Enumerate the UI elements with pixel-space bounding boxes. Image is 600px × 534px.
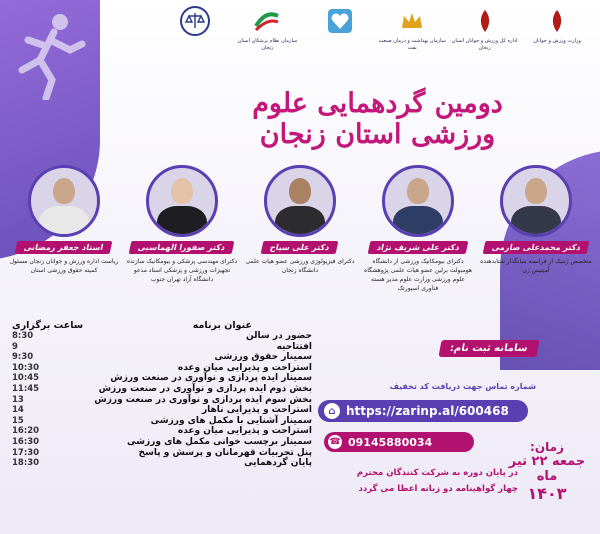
- program-time: 17:30: [12, 447, 40, 458]
- speakers-row: [8, 165, 592, 315]
- runner-icon: [10, 10, 90, 100]
- program-title: سمینار حقوق ورزشی: [214, 352, 312, 363]
- program-row: [12, 405, 312, 416]
- date-label: زمان:: [530, 440, 564, 454]
- title-header: عنوان برنامه: [192, 320, 252, 331]
- logo: [160, 6, 230, 38]
- program-title: استراحت و پذیرایی میان وعده: [177, 362, 312, 373]
- speaker-photo: [382, 165, 454, 237]
- logo: سازمان بهداشت و درمان صنعت نفت: [377, 6, 447, 52]
- phone-contact[interactable]: [324, 432, 474, 452]
- speaker-name: دکتر محمدعلی صارمی: [482, 241, 589, 254]
- speaker-card: [244, 165, 356, 315]
- program-time: 8:30: [12, 331, 34, 341]
- program-row: [12, 384, 312, 395]
- program-title: استراحت و پذیرایی میان وعده: [177, 426, 312, 437]
- program-time: 9: [12, 341, 18, 352]
- speaker-desc: دکترای مهندسی پزشکی و بیومکانیک سازنده تجهیزات ورزشی و پزشکی استاد مدعو دانشگاه آزاد تهران جنوب: [126, 258, 238, 283]
- speaker-card: [362, 165, 474, 315]
- speaker-photo: [264, 165, 336, 237]
- iran-emblem-icon: [470, 6, 500, 36]
- swoosh-logo-icon: [252, 6, 282, 36]
- speaker-name: دکتر علی شریف نژاد: [367, 241, 468, 254]
- certificate-note: در پایان دوره به شرکت کنندگان محترم چهار گواهینامه دو زبانه اعطا می گردد: [356, 468, 518, 494]
- program-title: حضور در سالن: [246, 331, 312, 341]
- program-row: [12, 458, 312, 469]
- program-title: سمینار برچسب خوانی مکمل های ورزشی: [127, 436, 312, 447]
- speaker-name: استاد جعفر رمضانی: [15, 241, 113, 254]
- scales-of-justice-icon: [180, 6, 210, 36]
- program-title: سمینار آشنایی با مکمل های ورزشی: [150, 415, 312, 426]
- program-time: 16:20: [12, 426, 40, 437]
- program-time: 10:30: [12, 362, 40, 373]
- program-time: 10:45: [12, 373, 40, 384]
- crown-logo-icon: [397, 6, 427, 36]
- speaker-desc: دکترای بیومکانیک ورزشی از دانشگاه هومبولت برلین عضو هیات علمی پژوهشگاه علوم ورزشی وزارت علوم مدیر هسته فناوری اسپورتک: [364, 258, 472, 292]
- program-row: [12, 363, 312, 374]
- speaker-name: دکتر علی سیاح: [261, 241, 339, 254]
- date-day: جمعه ۲۲ تیر ماه: [508, 454, 586, 484]
- speaker-desc: دکترای فیزیولوژی ورزشی عضو هیات علمی دانشگاه زنجان: [245, 258, 355, 274]
- speaker-photo: [146, 165, 218, 237]
- phone-number: 09145880034: [348, 435, 433, 449]
- event-date: [502, 440, 592, 525]
- logo: [305, 6, 375, 38]
- program-row: [12, 416, 312, 427]
- speaker-card: [126, 165, 238, 315]
- speaker-card: [8, 165, 120, 315]
- logo: سازمان نظام پزشکان استان زنجان: [232, 6, 302, 52]
- program-title: پنل تجربیات قهرمانان و پرسش و پاسخ: [138, 447, 312, 458]
- program-row: [12, 373, 312, 384]
- program-row: [12, 448, 312, 459]
- program-row: [12, 395, 312, 406]
- program-time: 13: [12, 394, 24, 405]
- program-time: 14: [12, 405, 24, 416]
- speaker-desc: ریاست اداره ورزش و جوانان زنجان مسئول کمیته حقوق ورزشی استان: [9, 258, 119, 274]
- program-row: [12, 342, 312, 353]
- program-time: 11:45: [12, 383, 40, 394]
- logo: وزارت ورزش و جوانان: [522, 6, 592, 45]
- program-title: سمینار ایده پردازی و نوآوری در صنعت ورزش: [110, 373, 312, 384]
- logo: اداره کل ورزش و جوانان استان زنجان: [450, 6, 520, 52]
- registration-url: https://zarinp.al/600468: [346, 404, 509, 418]
- program-title: پایان گردهمایی: [244, 458, 312, 469]
- program-row: [12, 352, 312, 363]
- program-time: 18:30: [12, 458, 40, 469]
- program-title: استراحت و پذیرایی ناهار: [202, 405, 312, 416]
- program-row: [12, 426, 312, 437]
- speaker-desc: متخصص ژنتیک از فرانسه بنیانگذار شتابدهنده آمیتیس ژن: [480, 258, 592, 274]
- speaker-card: [480, 165, 592, 315]
- speaker-photo: [28, 165, 100, 237]
- home-icon: ⌂: [324, 403, 340, 419]
- registration-label: سامانه ثبت نام:: [439, 340, 540, 357]
- program-time: 9:30: [12, 352, 34, 363]
- program-header: [12, 320, 312, 331]
- time-header: ساعت برگزاری: [12, 320, 84, 331]
- date-year: ۱۴۰۳: [527, 484, 567, 503]
- program-row: [12, 437, 312, 448]
- program-title: افتتاحیه: [276, 341, 312, 352]
- speaker-name: دکتر صفورا الهماسبی: [129, 241, 235, 254]
- heart-logo-icon: [325, 6, 355, 36]
- program-title: بخش سوم ایده پردازی و نوآوری در صنعت ورزش: [94, 394, 312, 405]
- program-time: 16:30: [12, 436, 40, 447]
- sponsor-logos: [160, 6, 592, 66]
- program-time: 15: [12, 415, 24, 426]
- contact-note: شماره تماس جهت دریافت کد تخفیف: [389, 382, 536, 391]
- iran-emblem-icon: [542, 6, 572, 36]
- registration-link[interactable]: [318, 400, 528, 422]
- program-row: [12, 331, 312, 342]
- phone-icon: ☎: [329, 437, 341, 447]
- event-title: دومین گردهمایی علوم ورزشی استان زنجان: [252, 88, 503, 150]
- program-title: بخش دوم ایده پردازی و نوآوری در صنعت ورزش: [98, 383, 312, 394]
- program-schedule: [12, 320, 312, 525]
- speaker-photo: [500, 165, 572, 237]
